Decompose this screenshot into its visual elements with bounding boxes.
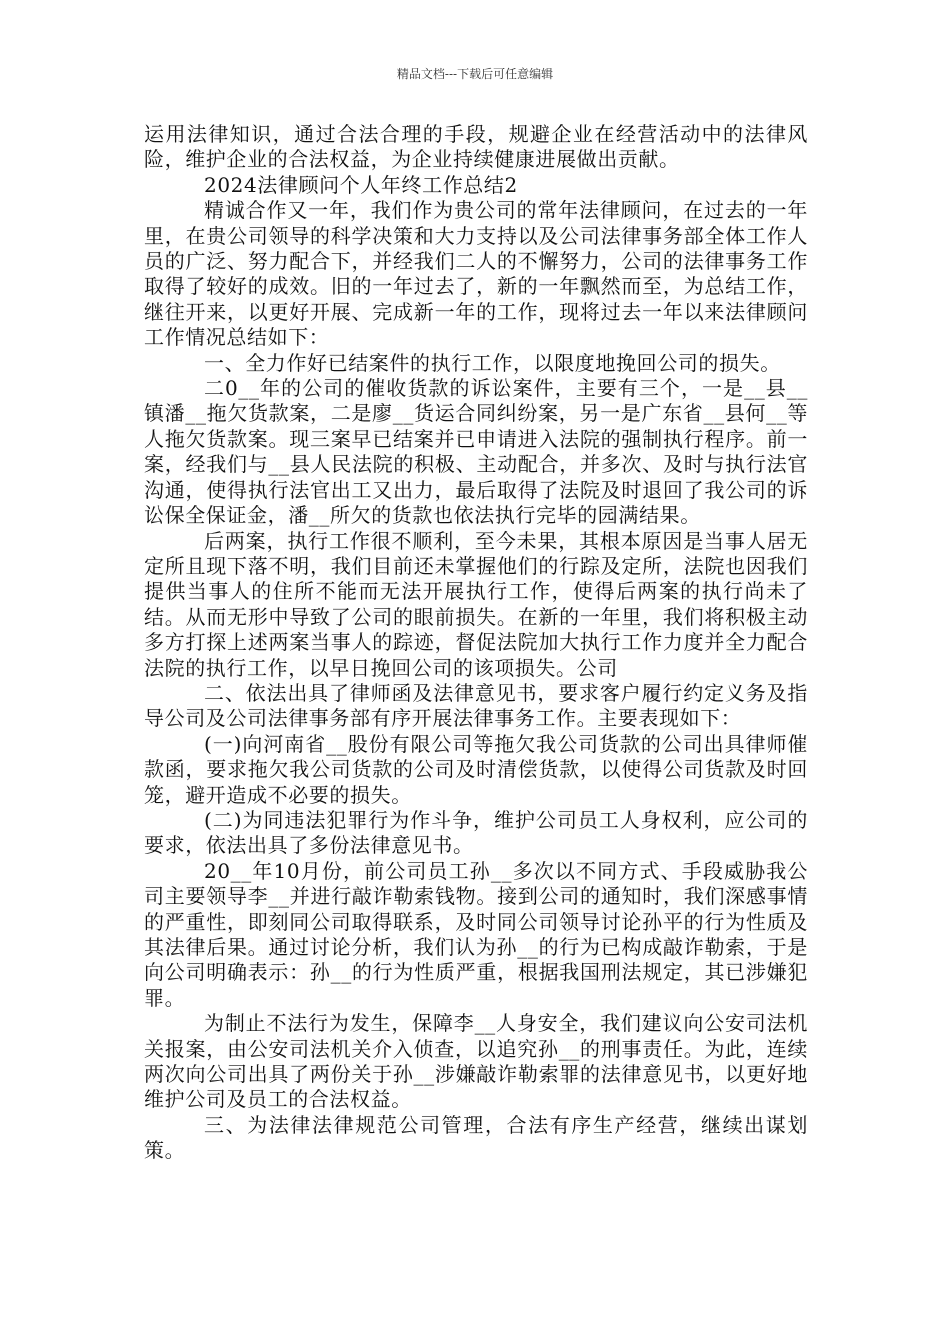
paragraph-police-report: 为制止不法行为发生，保障李__人身安全，我们建议向公安司法机关报案，由公安司法机关介入侦查，以追究孙__的刑事责任。为此，连续两次向公司出具了两份关于孙__涉嫌敲诈勒索罪的法律意见书，以更好地维护公司及员工的合法权益。: [144, 1011, 808, 1112]
paragraph-remaining-cases: 后两案，执行工作很不顺利，至今未果，其根本原因是当事人居无定所且现下落不明，我们目前还未掌握他们的行踪及定所，法院也因我们提供当事人的住所不能而无法开展执行工作，使得后两案的执行尚未了结。从而无形中导致了公司的眼前损失。在新的一年里，我们将积极主动多方打探上述两案当事人的踪迹，督促法院加大执行工作力度并全力配合法院的执行工作，以早日挽回公司的该项损失。公司: [144, 528, 808, 680]
document-body: [144, 122, 808, 1164]
section-one-heading: 一、全力作好已结案件的执行工作，以限度地挽回公司的损失。: [204, 350, 781, 375]
paragraph-opening: 精诚合作又一年，我们作为贵公司的常年法律顾问，在过去的一年里，在贵公司领导的科学决策和大力支持以及公司法律事务部全体工作人员的广泛、努力配合下，并经我们二人的不懈努力，公司的法律事务工作取得了较好的成效。旧的一年过去了，新的一年飘然而至，为总结工作，继往开来，以更好开展、完成新一年的工作，现将过去一年以来法律顾问工作情况总结如下：: [144, 198, 808, 350]
section-three-heading: 三、为法律法律规范公司管理，合法有序生产经营，继续出谋划策。: [144, 1112, 808, 1163]
page-header: 精品文档---下载后可任意编辑: [396, 67, 554, 81]
paragraph-item-one: (一)向河南省__股份有限公司等拖欠我公司货款的公司出具律师催款函，要求拖欠我公司货款的公司及时清偿货款，以使得公司货款及时回笼，避开造成不必要的损失。: [144, 731, 808, 807]
paragraph-lawsuit-cases: 二0__年的公司的催收货款的诉讼案件，主要有三个，一是__县__镇潘__拖欠货款案，二是廖__货运合同纠纷案，另一是广东省__县何__等人拖欠货款案。现三案早已结案并已申请进入法院的强制执行程序。前一案，经我们与__县人民法院的积极、主动配合，并多次、及时与执行法官沟通，使得执行法官出工又出力，最后取得了法院及时退回了我公司的诉讼保全保证金，潘__所欠的货款也依法执行完毕的园满结果。: [144, 376, 808, 528]
section-heading: 2024法律顾问个人年终工作总结2: [204, 172, 518, 197]
paragraph-item-two: (二)为同违法犯罪行为作斗争，维护公司员工人身权利，应公司的要求，依法出具了多份法律意见书。: [144, 807, 808, 858]
paragraph-intro-continuation: 运用法律知识，通过合法合理的手段，规避企业在经营活动中的法律风险，维护企业的合法权益，为企业持续健康进展做出贡献。: [144, 122, 808, 172]
section-two-heading: 二、依法出具了律师函及法律意见书，要求客户履行约定义务及指导公司及公司法律事务部有序开展法律事务工作。主要表现如下：: [144, 680, 808, 731]
paragraph-extortion-case: 20__年10月份，前公司员工孙__多次以不同方式、手段威胁我公司主要领导李__并进行敲诈勒索钱物。接到公司的通知时，我们深感事情的严重性，即刻同公司取得联系，及时同公司领导讨论孙平的行为性质及其法律后果。通过讨论分析，我们认为孙__的行为已构成敲诈勒索，于是向公司明确表示：孙__的行为性质严重，根据我国刑法规定，其已涉嫌犯罪。: [144, 858, 808, 1010]
